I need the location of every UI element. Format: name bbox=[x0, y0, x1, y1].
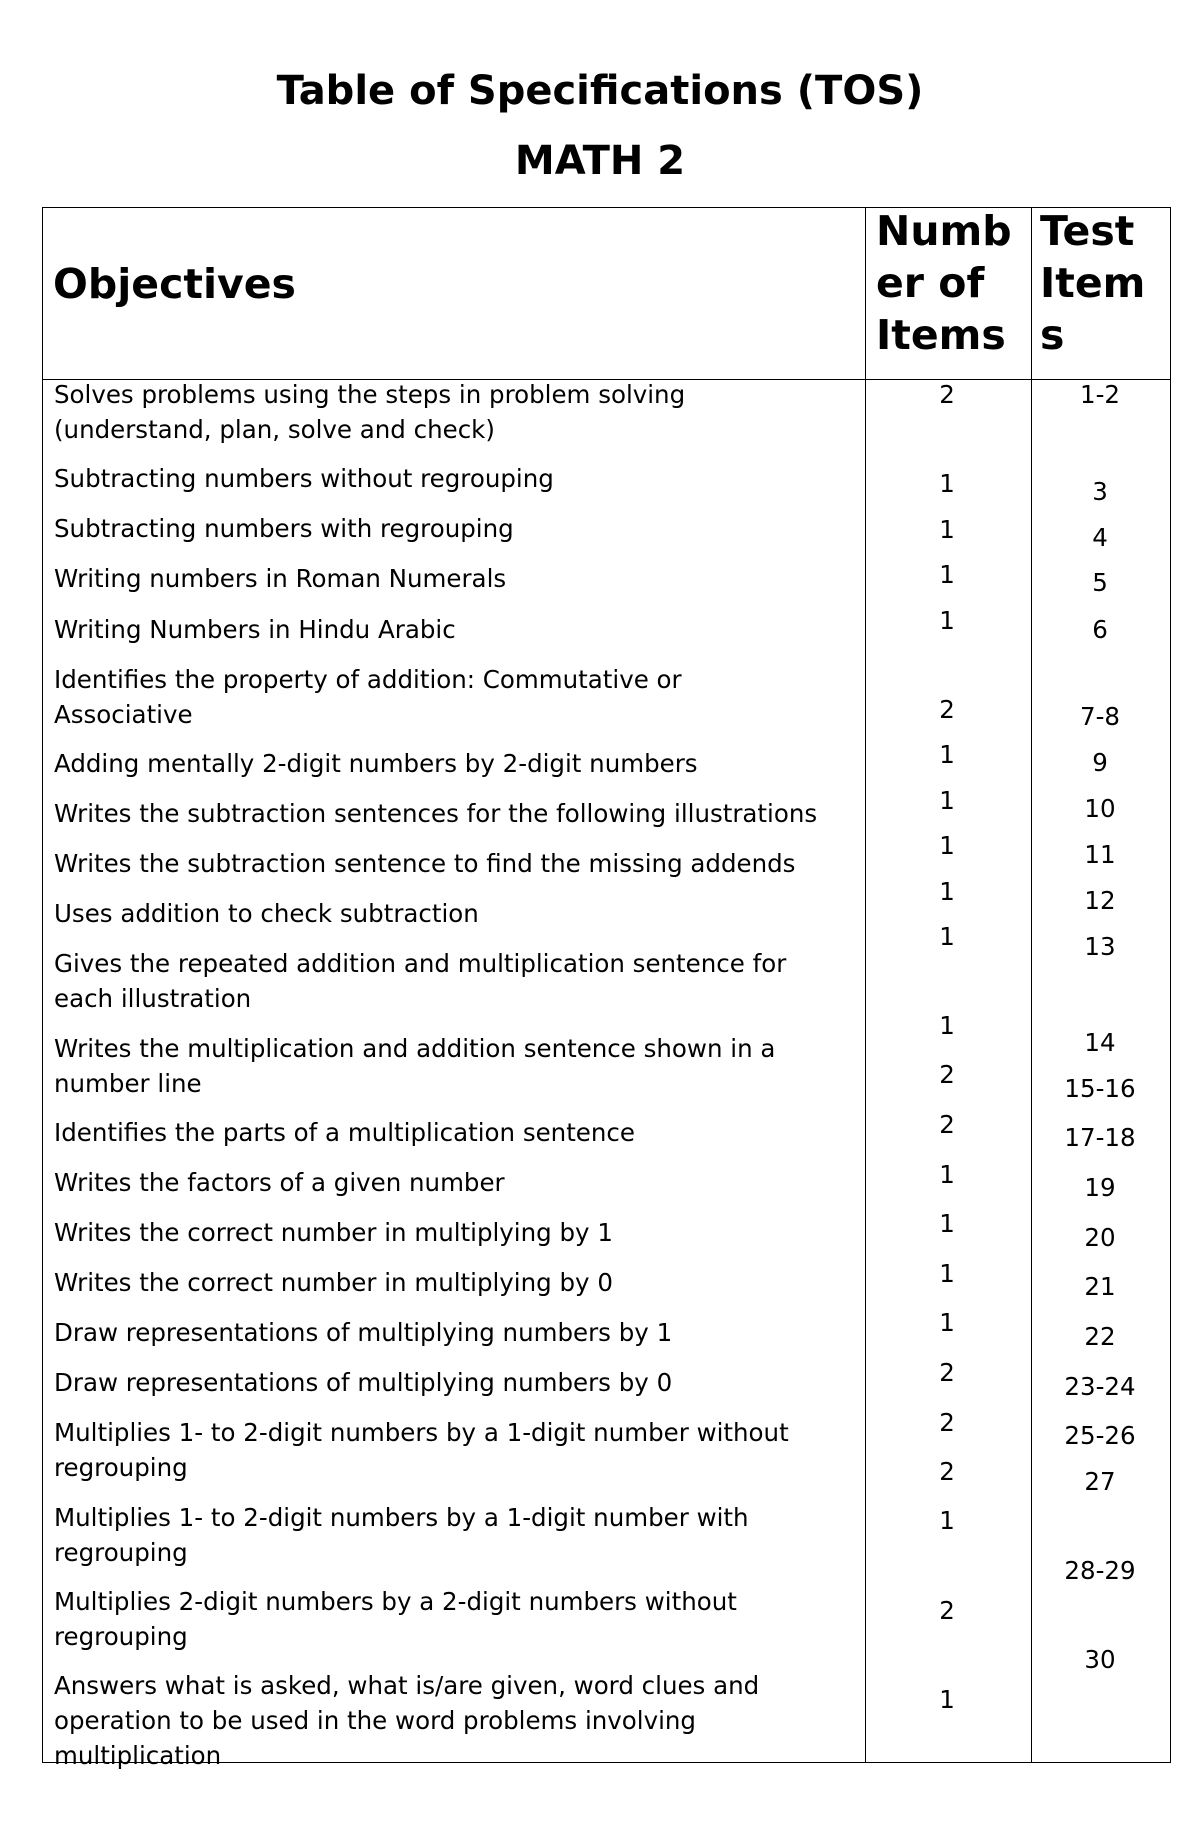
test-items-cell: 3 bbox=[1092, 477, 1108, 506]
number-of-items-cell: 2 bbox=[939, 1457, 955, 1486]
objective-cell: Subtracting numbers without regrouping bbox=[54, 464, 554, 493]
header-line: Numb bbox=[876, 207, 1012, 255]
number-of-items-cell: 2 bbox=[939, 380, 955, 409]
number-of-items-cell: 2 bbox=[939, 1060, 955, 1089]
test-items-cell: 5 bbox=[1092, 568, 1108, 597]
objective-cell: Writing Numbers in Hindu Arabic bbox=[54, 615, 456, 644]
test-items-cell: 6 bbox=[1092, 615, 1108, 644]
test-items-cell: 15-16 bbox=[1064, 1074, 1136, 1103]
header-line: er of bbox=[876, 259, 985, 307]
objective-cell: Gives the repeated addition and multiplication sentence for each illustration bbox=[54, 949, 787, 1013]
objective-cell: Writes the correct number in multiplying by 1 bbox=[54, 1218, 613, 1247]
objective-cell: Uses addition to check subtraction bbox=[54, 899, 479, 928]
test-items-cell: 20 bbox=[1084, 1223, 1116, 1252]
number-of-items-cell: 2 bbox=[939, 1408, 955, 1437]
header-objectives: Objectives bbox=[53, 260, 296, 308]
objective-cell: Writes the multiplication and addition sentence shown in a number line bbox=[54, 1034, 776, 1098]
objective-cell: Identifies the parts of a multiplication sentence bbox=[54, 1118, 635, 1147]
header-test-items bbox=[1040, 205, 1168, 361]
objective-cell: Multiplies 2-digit numbers by a 2-digit numbers without regrouping bbox=[54, 1587, 737, 1651]
number-of-items-cell: 2 bbox=[939, 1110, 955, 1139]
number-of-items-cell: 1 bbox=[939, 740, 955, 769]
header-number-of-items bbox=[876, 205, 1026, 361]
number-of-items-cell: 1 bbox=[939, 1160, 955, 1189]
document-subtitle: MATH 2 bbox=[514, 138, 686, 184]
test-items-cell: 12 bbox=[1084, 886, 1116, 915]
number-of-items-cell: 1 bbox=[939, 786, 955, 815]
objective-cell: Solves problems using the steps in problem solving (understand, plan, solve and check) bbox=[54, 380, 686, 444]
column-divider bbox=[1031, 207, 1032, 1763]
document-title: Table of Specifications (TOS) bbox=[276, 68, 924, 114]
test-items-cell: 30 bbox=[1084, 1645, 1116, 1674]
objective-cell: Answers what is asked, what is/are given, word clues and operation to be used in the word problems involving multiplication bbox=[54, 1671, 760, 1770]
number-of-items-cell: 1 bbox=[939, 469, 955, 498]
number-of-items-cell: 2 bbox=[939, 1358, 955, 1387]
test-items-cell: 28-29 bbox=[1064, 1556, 1136, 1585]
number-of-items-cell: 1 bbox=[939, 1308, 955, 1337]
test-items-cell: 4 bbox=[1092, 523, 1108, 552]
objective-cell: Draw representations of multiplying numbers by 1 bbox=[54, 1318, 673, 1347]
test-items-cell: 22 bbox=[1084, 1322, 1116, 1351]
objective-cell: Subtracting numbers with regrouping bbox=[54, 514, 514, 543]
header-line: s bbox=[1040, 311, 1065, 359]
number-of-items-cell: 1 bbox=[939, 1685, 955, 1714]
column-divider bbox=[865, 207, 866, 1763]
header-line: Test bbox=[1040, 207, 1135, 255]
test-items-cell: 21 bbox=[1084, 1272, 1116, 1301]
header-line: Item bbox=[1040, 259, 1146, 307]
number-of-items-cell: 1 bbox=[939, 922, 955, 951]
test-items-cell: 9 bbox=[1092, 748, 1108, 777]
test-items-cell: 7-8 bbox=[1079, 702, 1121, 731]
number-of-items-cell: 1 bbox=[939, 831, 955, 860]
objective-cell: Writes the correct number in multiplying by 0 bbox=[54, 1268, 613, 1297]
number-of-items-cell: 1 bbox=[939, 1259, 955, 1288]
objective-cell: Identifies the property of addition: Commutative or Associative bbox=[54, 665, 682, 729]
number-of-items-cell: 1 bbox=[939, 515, 955, 544]
test-items-cell: 23-24 bbox=[1064, 1372, 1136, 1401]
objective-cell: Writes the subtraction sentences for the following illustrations bbox=[54, 799, 818, 828]
test-items-cell: 25-26 bbox=[1064, 1421, 1136, 1450]
number-of-items-cell: 1 bbox=[939, 1506, 955, 1535]
test-items-cell: 1-2 bbox=[1079, 380, 1121, 409]
objective-cell: Draw representations of multiplying numbers by 0 bbox=[54, 1368, 673, 1397]
test-items-cell: 11 bbox=[1084, 840, 1116, 869]
test-items-cell: 14 bbox=[1084, 1028, 1116, 1057]
test-items-cell: 27 bbox=[1084, 1467, 1116, 1496]
number-of-items-cell: 1 bbox=[939, 877, 955, 906]
header-line: Items bbox=[876, 311, 1006, 359]
number-of-items-cell: 2 bbox=[939, 1596, 955, 1625]
test-items-cell: 13 bbox=[1084, 932, 1116, 961]
number-of-items-cell: 1 bbox=[939, 560, 955, 589]
number-of-items-cell: 1 bbox=[939, 606, 955, 635]
test-items-cell: 19 bbox=[1084, 1173, 1116, 1202]
objective-cell: Multiplies 1- to 2-digit numbers by a 1-digit number with regrouping bbox=[54, 1503, 749, 1567]
number-of-items-cell: 2 bbox=[939, 695, 955, 724]
test-items-cell: 10 bbox=[1084, 794, 1116, 823]
objective-cell: Adding mentally 2-digit numbers by 2-digit numbers bbox=[54, 749, 698, 778]
objective-cell: Writes the factors of a given number bbox=[54, 1168, 505, 1197]
number-of-items-cell: 1 bbox=[939, 1011, 955, 1040]
objective-cell: Multiplies 1- to 2-digit numbers by a 1-digit number without regrouping bbox=[54, 1418, 789, 1482]
objective-cell: Writes the subtraction sentence to find the missing addends bbox=[54, 849, 796, 878]
objective-cell: Writing numbers in Roman Numerals bbox=[54, 564, 507, 593]
number-of-items-cell: 1 bbox=[939, 1209, 955, 1238]
test-items-cell: 17-18 bbox=[1064, 1123, 1136, 1152]
